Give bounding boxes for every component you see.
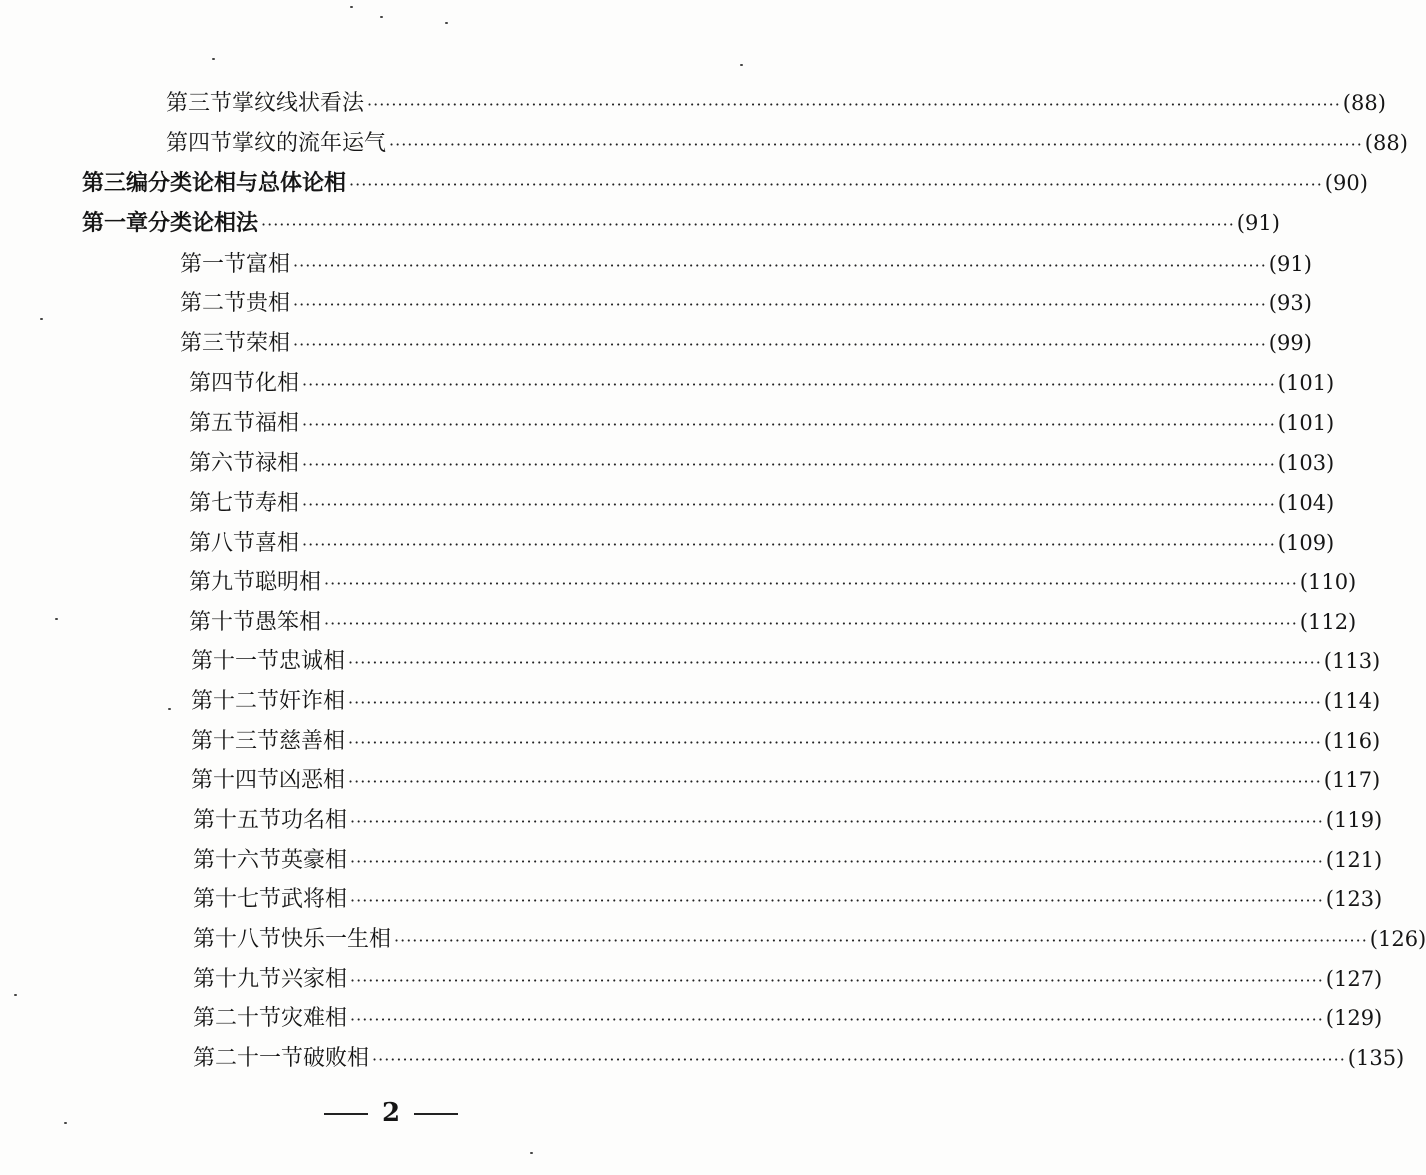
toc-entry-title: 灾难相 (281, 1006, 348, 1031)
toc-entry-title: 分类论相与总体论相 (148, 170, 347, 196)
toc-chapter-heading (82, 208, 1280, 240)
toc-entry-page: (88) (1342, 91, 1386, 115)
toc-entry-page: (123) (1325, 887, 1383, 911)
toc-entry-number: 第四节 (189, 371, 256, 396)
toc-entry-title: 福相 (255, 411, 300, 436)
toc-entry-page: (112) (1299, 610, 1357, 634)
toc-entry (180, 328, 1312, 360)
dot-leader: ································································································································································ (389, 135, 1363, 154)
dot-leader: ································································································································································ (302, 375, 1276, 394)
toc-entry-title: 禄相 (255, 451, 300, 476)
toc-entry (191, 686, 1381, 718)
toc-entry-number: 第三节 (166, 91, 233, 116)
toc-entry-page: (116) (1323, 729, 1381, 753)
toc-entry (191, 646, 1381, 678)
toc-entry-title: 分类论相法 (148, 210, 259, 236)
dot-leader: ································································································································································ (350, 971, 1324, 990)
toc-entry-title: 武将相 (281, 887, 348, 912)
footer-dash-right (414, 1113, 458, 1115)
toc-entry-number: 第四节 (166, 131, 233, 156)
dot-leader: ································································································································································ (324, 574, 1298, 593)
dot-leader: ································································································································································ (350, 812, 1324, 831)
dot-leader: ································································································································································ (348, 772, 1322, 791)
toc-entry-page: (113) (1323, 649, 1381, 673)
toc-entry (189, 488, 1335, 520)
dot-leader: ································································································································································ (367, 95, 1341, 114)
toc-entry-page: (109) (1277, 531, 1335, 555)
toc-entry-number: 第三节 (180, 331, 247, 356)
toc-entry-title: 凶恶相 (279, 768, 346, 793)
toc-entry-number: 第十九节 (193, 967, 282, 992)
scan-speck (168, 708, 171, 710)
toc-entry-page: (129) (1325, 1006, 1383, 1030)
toc-entry (189, 408, 1335, 440)
toc-entry-title: 慈善相 (279, 729, 346, 754)
toc-part-heading (82, 168, 1368, 200)
toc-entry-number: 第八节 (189, 531, 256, 556)
toc-entry (189, 368, 1335, 400)
toc-entry (191, 765, 1381, 797)
toc-entry-number: 第十八节 (193, 927, 282, 952)
toc-entry-number: 第二十节 (193, 1006, 282, 1031)
toc-entry-title: 贵相 (246, 291, 291, 316)
scan-speck (530, 1152, 533, 1154)
footer-dash-left (324, 1113, 368, 1115)
toc-entry-page: (90) (1324, 171, 1368, 195)
scan-speck (40, 318, 43, 320)
toc-entry-page: (93) (1268, 291, 1312, 315)
toc-entry-page: (126) (1369, 927, 1426, 951)
toc-entry-title: 荣相 (246, 331, 291, 356)
dot-leader: ································································································································································ (293, 256, 1267, 275)
toc-entry (193, 924, 1426, 956)
toc-entry (193, 884, 1383, 916)
toc-entry-number: 第二节 (180, 291, 247, 316)
toc-entry-title: 快乐一生相 (281, 927, 392, 952)
toc-entry-page: (99) (1268, 331, 1312, 355)
toc-entry-page: (88) (1364, 131, 1408, 155)
toc-entry-title: 富相 (246, 252, 291, 277)
toc-entry-title: 忠诚相 (279, 649, 346, 674)
toc-entry-title: 掌纹线状看法 (232, 91, 365, 116)
toc-entry-number: 第五节 (189, 411, 256, 436)
scan-speck (212, 58, 215, 60)
dot-leader: ································································································································································ (350, 891, 1324, 910)
toc-entry-title: 破败相 (303, 1046, 370, 1071)
toc-entry-page: (104) (1277, 491, 1335, 515)
toc-entry-number: 第三编 (82, 170, 149, 196)
toc-entry-page: (91) (1268, 252, 1312, 276)
dot-leader: ································································································································································ (293, 335, 1267, 354)
dot-leader: ································································································································································ (324, 614, 1298, 633)
toc-entry-page: (119) (1325, 808, 1383, 832)
dot-leader: ································································································································································ (394, 931, 1368, 950)
scan-speck (14, 994, 17, 996)
toc-entry (189, 528, 1335, 560)
dot-leader: ································································································································································ (349, 175, 1323, 194)
dot-leader: ································································································································································ (302, 495, 1276, 514)
dot-leader: ································································································································································ (302, 415, 1276, 434)
toc-entry-title: 兴家相 (281, 967, 348, 992)
toc-entry-number: 第十六节 (193, 848, 282, 873)
scan-speck (55, 618, 58, 620)
toc-entry-number: 第十一节 (191, 649, 280, 674)
dot-leader: ································································································································································ (293, 295, 1267, 314)
dot-leader: ································································································································································ (350, 852, 1324, 871)
toc-entry-title: 聪明相 (255, 570, 322, 595)
page-number: 2 (381, 1098, 401, 1128)
toc-entry-title: 愚笨相 (255, 610, 322, 635)
toc-entry-number: 第二十一节 (193, 1046, 304, 1071)
dot-leader: ································································································································································ (261, 215, 1235, 234)
toc-entry-page: (121) (1325, 848, 1383, 872)
toc-entry (189, 448, 1335, 480)
scan-speck (740, 64, 743, 66)
scan-speck (64, 1122, 67, 1124)
toc-entry-number: 第一节 (180, 252, 247, 277)
toc-entry-title: 功名相 (281, 808, 348, 833)
toc-entry (180, 288, 1312, 320)
dot-leader: ································································································································································ (302, 455, 1276, 474)
scan-speck (350, 6, 353, 8)
dot-leader: ································································································································································ (350, 1010, 1324, 1029)
toc-entry-number: 第十四节 (191, 768, 280, 793)
toc-entry-title: 掌纹的流年运气 (232, 131, 387, 156)
toc-entry (166, 128, 1408, 160)
toc-entry-number: 第十五节 (193, 808, 282, 833)
toc-entry-title: 喜相 (255, 531, 300, 556)
toc-entry-title: 英豪相 (281, 848, 348, 873)
dot-leader: ································································································································································ (348, 653, 1322, 672)
toc-entry (189, 567, 1357, 599)
toc-entry-number: 第十三节 (191, 729, 280, 754)
toc-entry-page: (101) (1277, 371, 1335, 395)
scan-speck (445, 22, 448, 24)
toc-entry-page: (91) (1236, 211, 1280, 235)
toc-entry-page: (103) (1277, 451, 1335, 475)
toc-entry (191, 726, 1381, 758)
toc-entry-page: (101) (1277, 411, 1335, 435)
dot-leader: ································································································································································ (372, 1050, 1346, 1069)
toc-entry (180, 249, 1312, 281)
scan-speck (380, 16, 383, 18)
toc-entry-page: (114) (1323, 689, 1381, 713)
toc-entry-title: 化相 (255, 371, 300, 396)
toc-entry-page: (127) (1325, 967, 1383, 991)
toc-entry-number: 第七节 (189, 491, 256, 516)
toc-entry-number: 第十二节 (191, 689, 280, 714)
toc-entry-number: 第九节 (189, 570, 256, 595)
toc-entry (193, 805, 1383, 837)
toc-entry (166, 88, 1386, 120)
toc-entry-title: 寿相 (255, 491, 300, 516)
dot-leader: ································································································································································ (302, 535, 1276, 554)
toc-entry-number: 第十节 (189, 610, 256, 635)
toc-entry (193, 1003, 1383, 1035)
dot-leader: ································································································································································ (348, 733, 1322, 752)
toc-entry (193, 964, 1383, 996)
toc-entry-page: (135) (1347, 1046, 1405, 1070)
toc-entry-number: 第一章 (82, 210, 149, 236)
toc-entry (189, 607, 1357, 639)
toc-entry-number: 第十七节 (193, 887, 282, 912)
dot-leader: ································································································································································ (348, 693, 1322, 712)
toc-entry-page: (110) (1299, 570, 1357, 594)
page-footer (0, 1098, 782, 1128)
toc-entry-page: (117) (1323, 768, 1381, 792)
toc-entry (193, 1043, 1405, 1075)
toc-entry-title: 奸诈相 (279, 689, 346, 714)
toc-entry (193, 845, 1383, 877)
toc-entry-number: 第六节 (189, 451, 256, 476)
